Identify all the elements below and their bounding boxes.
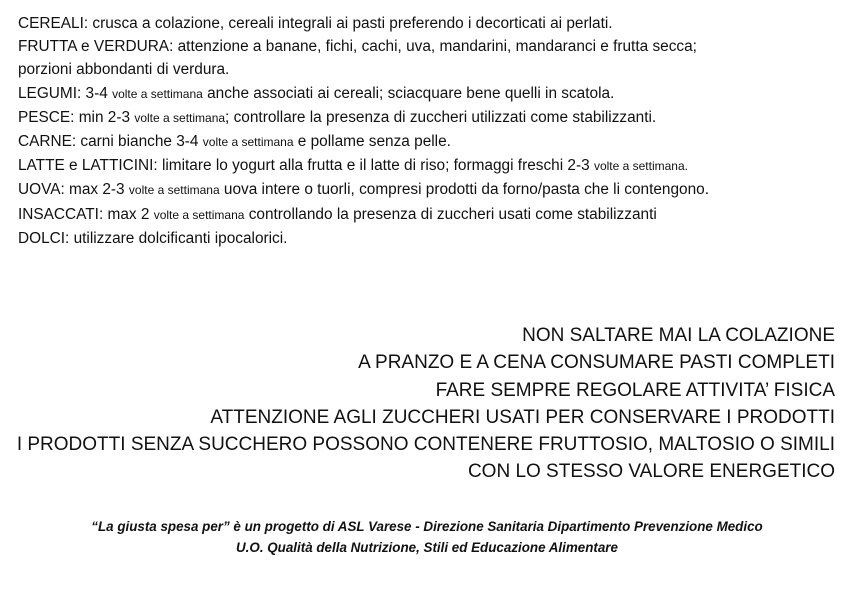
footer-line-project: “La giusta spesa per” è un progetto di ASL Varese - Direzione Sanitaria Dipartimento Prevenzione Medico xyxy=(91,519,763,534)
guideline-line xyxy=(18,58,848,81)
frequency-note: volte a settimana xyxy=(202,135,294,150)
advice-line: FARE SEMPRE REGOLARE ATTIVITA’ FISICA xyxy=(435,379,835,401)
guideline-text: controllando la presenza di zuccheri usati come stabilizzanti xyxy=(244,205,657,223)
advice-line: NON SALTARE MAI LA COLAZIONE xyxy=(522,325,835,346)
footer-credits xyxy=(0,516,854,558)
frequency-note: volte a settimana xyxy=(128,183,220,198)
advice-line: ATTENZIONE AGLI ZUCCHERI USATI PER CONSERVARE I PRODOTTI xyxy=(210,406,835,428)
frequency-note: volte a settimana xyxy=(134,110,226,125)
guideline-text: LATTE e LATTICINI: limitare lo yogurt alla frutta e il latte di riso; formaggi freschi 2-3 xyxy=(18,157,594,175)
guideline-line xyxy=(18,203,848,227)
guideline-text: e pollame senza pelle. xyxy=(293,133,451,151)
guideline-text: PESCE: min 2-3 xyxy=(18,108,135,126)
guideline-line xyxy=(18,12,848,35)
guideline-text: UOVA: max 2-3 xyxy=(18,181,129,199)
footer-line-unit: U.O. Qualità della Nutrizione, Stili ed Educazione Alimentare xyxy=(236,540,618,555)
guideline-text: CEREALI: crusca a colazione, cereali integrali ai pasti preferendo i decorticati ai perlati. xyxy=(18,15,613,32)
guideline-text: LEGUMI: 3-4 xyxy=(18,84,113,102)
advice-line: CON LO STESSO VALORE ENERGETICO xyxy=(467,461,835,483)
dietary-guidelines-list xyxy=(18,12,848,250)
guideline-text: FRUTTA e VERDURA: attenzione a banane, fichi, cachi, uva, mandarini, mandaranci e frutta secca; xyxy=(18,38,697,56)
advice-block xyxy=(17,322,835,486)
frequency-note: volte a settimana xyxy=(112,86,203,101)
guideline-text: anche associati ai cereali; sciacquare bene quelli in scatola. xyxy=(202,84,615,102)
frequency-note: volte a settimana. xyxy=(593,159,688,174)
guideline-line xyxy=(18,227,848,250)
guideline-line xyxy=(18,82,848,106)
guideline-text: porzioni abbondanti di verdura. xyxy=(18,61,230,79)
guideline-line xyxy=(18,154,848,178)
advice-line: A PRANZO E A CENA CONSUMARE PASTI COMPLETI xyxy=(358,352,835,374)
frequency-note: volte a settimana xyxy=(153,207,245,222)
guideline-text: INSACCATI: max 2 xyxy=(18,205,154,223)
guideline-line xyxy=(18,130,848,154)
guideline-text: DOLCI: utilizzare dolcificanti ipocalorici. xyxy=(18,229,288,247)
guideline-line xyxy=(18,106,848,130)
advice-line: I PRODOTTI SENZA SUCCHERO POSSONO CONTENERE FRUTTOSIO, MALTOSIO O SIMILI xyxy=(16,434,835,456)
guideline-text: CARNE: carni bianche 3-4 xyxy=(18,133,203,151)
guideline-text: ; controllare la presenza di zuccheri utilizzati come stabilizzanti. xyxy=(225,108,657,126)
guideline-text: uova intere o tuorli, compresi prodotti da forno/pasta che li contengono. xyxy=(219,181,709,199)
guideline-line xyxy=(18,35,848,58)
guideline-line xyxy=(18,178,848,202)
